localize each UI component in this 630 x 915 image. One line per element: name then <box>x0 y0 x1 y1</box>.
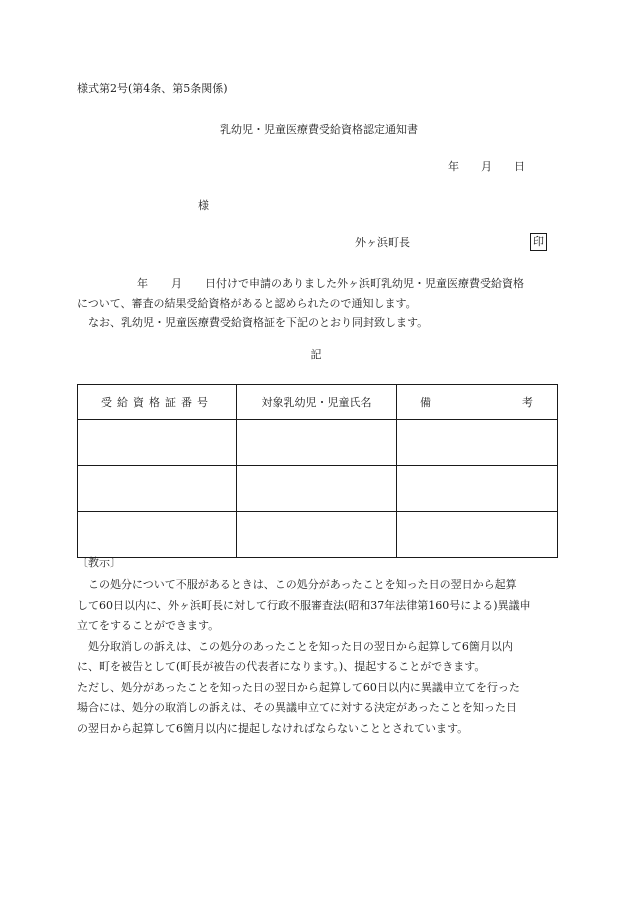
body-line-1 <box>77 274 557 294</box>
body-year-label: 年 <box>137 277 148 290</box>
table-cell <box>78 466 237 512</box>
table-header-row <box>78 385 558 420</box>
table-cell <box>78 420 237 466</box>
notice-line: の翌日から起算して6箇月以内に提起しなければならないこととされています。 <box>77 721 469 735</box>
table-row <box>78 466 558 512</box>
date-line <box>448 160 525 174</box>
notice-title: 〔教示〕 <box>77 556 121 569</box>
date-year-label: 年 <box>448 160 459 173</box>
certificate-table <box>77 384 558 558</box>
header-remarks-a: 備 <box>420 396 431 409</box>
date-month-label: 月 <box>481 160 492 173</box>
form-number: 様式第2号(第4条、第5条関係) <box>77 82 228 95</box>
table-cell <box>237 420 397 466</box>
document-title: 乳幼児・児童医療費受給資格認定通知書 <box>220 123 418 136</box>
table-cell <box>237 512 397 558</box>
table-row <box>78 512 558 558</box>
header-remarks-b: 考 <box>522 396 533 409</box>
notice-line: この処分について不服があるときは、この処分があったことを知った日の翌日から起算 <box>88 578 517 591</box>
notice-line: ただし、処分があったことを知った日の翌日から起算して60日以内に異議申立てを行った <box>77 680 520 694</box>
table-cell <box>397 512 558 558</box>
ki-heading: 記 <box>310 348 322 361</box>
notice-line: して60日以内に、外ヶ浜町長に対して行政不服審査法(昭和37年法律第160号による)異議申 <box>77 598 531 612</box>
issuer-name: 外ヶ浜町長 <box>355 236 410 249</box>
notice-line: 場合には、処分の取消しの訴えは、その異議申立てに対する決定があったことを知った日 <box>77 701 517 714</box>
header-child-name: 対象乳幼児・児童氏名 <box>237 385 397 420</box>
notice-line: 立てをすることができます。 <box>77 619 220 632</box>
table-row <box>78 420 558 466</box>
seal-mark: 印 <box>530 233 547 251</box>
table-cell <box>397 466 558 512</box>
notification-body <box>77 274 557 333</box>
body-line-2: について、審査の結果受給資格があると認められたので通知します。 <box>77 296 417 310</box>
body-month-label: 月 <box>171 277 182 290</box>
header-remarks <box>397 385 558 420</box>
notice-body <box>77 575 559 739</box>
addressee-honorific: 様 <box>198 199 209 212</box>
notice-line: に、町を被告として(町長が被告の代表者になります。)、提起することができます。 <box>77 660 486 673</box>
table-cell <box>237 466 397 512</box>
table-cell <box>397 420 558 466</box>
body-line-3: なお、乳幼児・児童医療費受給資格証を下記のとおり同封致します。 <box>88 316 429 329</box>
header-certificate-number: 受給資格証番号 <box>78 385 237 420</box>
date-day-label: 日 <box>514 160 525 173</box>
table-cell <box>78 512 237 558</box>
notice-line: 処分取消しの訴えは、この処分のあったことを知った日の翌日から起算して6箇月以内 <box>88 639 513 653</box>
body-line-1-text: 日付けで申請のありました外ヶ浜町乳幼児・児童医療費受給資格 <box>205 277 524 290</box>
